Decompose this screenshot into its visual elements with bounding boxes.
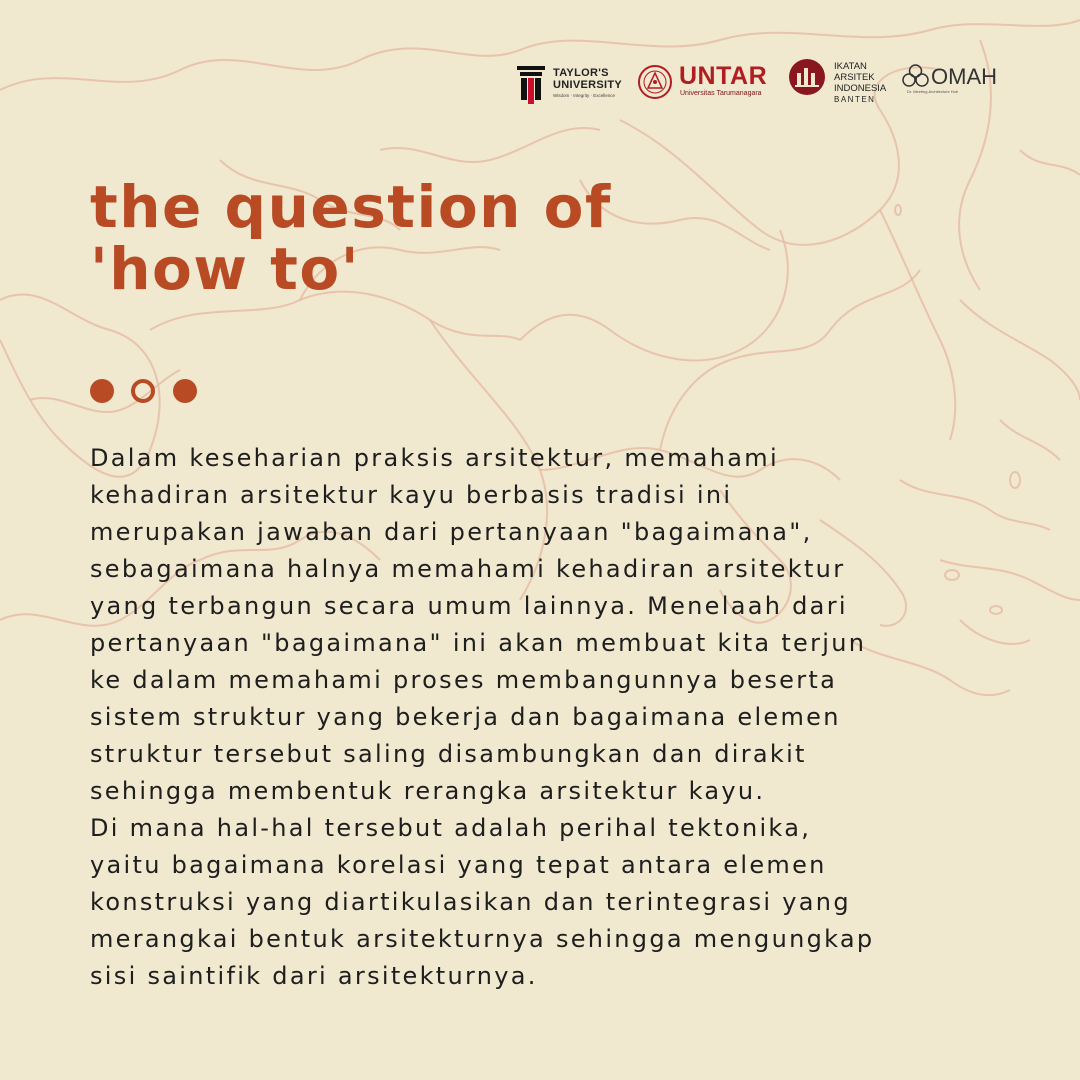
title-line-1: the question of <box>90 173 612 241</box>
partner-logos <box>515 58 1015 108</box>
iai-line4: BANTEN <box>834 95 876 104</box>
title-line-2: 'how to' <box>90 235 360 303</box>
iai-line2: ARSITEK <box>834 72 875 83</box>
pagination-dot-2 <box>131 379 155 403</box>
taylors-line1: TAYLOR'S <box>553 67 609 79</box>
body-paragraph: Dalam keseharian praksis arsitektur, memahami kehadiran arsitektur kayu berbasis tradisi ini merupakan jawaban dari pertanyaan "bagaimana", sebagaimana halnya memahami kehadiran arsitektur yang terbangun secara umum lainnya. Menelaah dari pertanyaan "bagaimana" ini akan membuat kita terjun ke dalam memahami proses membangunnya beserta sistem struktur yang bekerja dan bagaimana elemen struktur tersebut saling disambungkan dan dirakit sehingga membentuk rerangka arsitektur kayu. Di mana hal-hal tersebut adalah perihal tektonika, yaitu bagaimana korelasi yang tepat antara elemen konstruksi yang diartikulasikan dan terintegrasi yang merangkai bentuk arsitekturnya sehingga mengungkap sisi saintifik dari arsitekturnya. <box>90 444 875 990</box>
omah-name: OMAH <box>931 64 997 89</box>
pagination-dots <box>90 379 210 405</box>
taylors-crest-icon <box>517 66 545 104</box>
iai-line1: IKATAN <box>834 61 867 72</box>
omah-knot-icon <box>901 63 931 91</box>
taylors-tagline: Wisdom · Integrity · Excellence <box>553 93 616 98</box>
pagination-dot-3 <box>173 379 197 403</box>
untar-subtitle: Universitas Tarumanagara <box>680 90 762 97</box>
page-title <box>90 173 612 303</box>
taylors-line2: UNIVERSITY <box>553 79 623 91</box>
untar-seal-icon <box>637 64 673 100</box>
omah-subtitle: Dr. Meeting Architecture Hub <box>907 89 959 94</box>
pagination-dot-1 <box>90 379 114 403</box>
untar-name: UNTAR <box>679 62 768 90</box>
iai-emblem-icon <box>788 58 832 96</box>
iai-line3: INDONESIA <box>834 83 887 94</box>
